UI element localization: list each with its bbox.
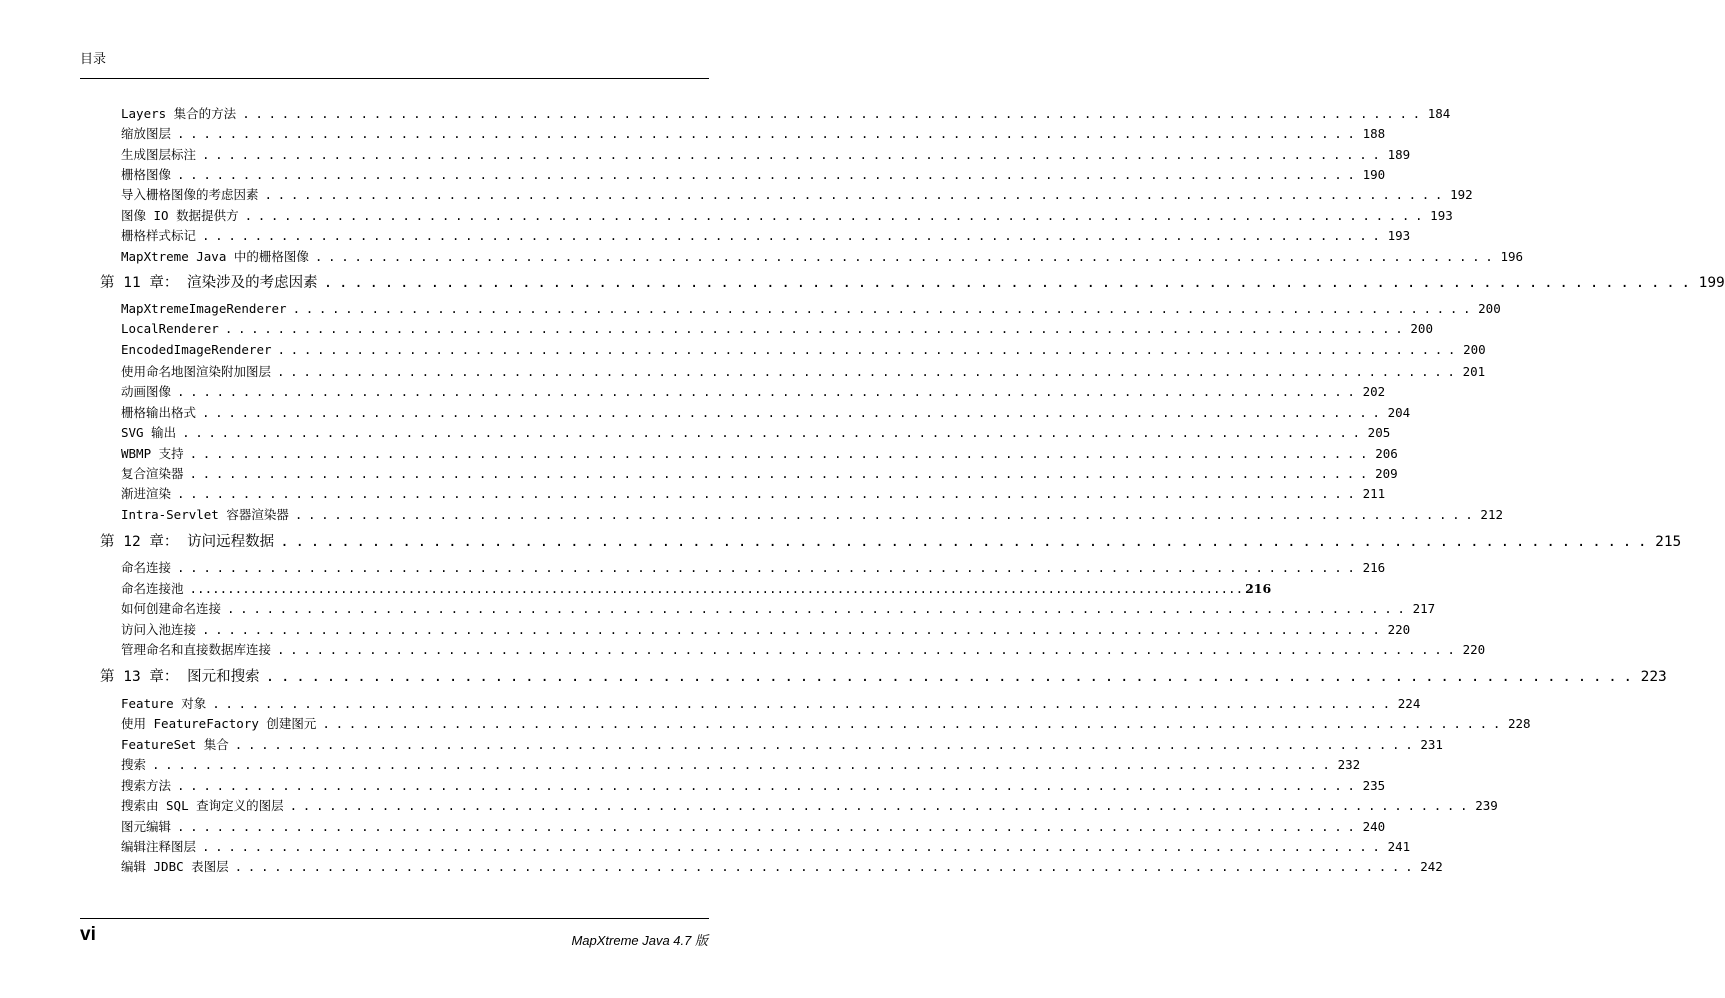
toc-entry[interactable]: [121, 837, 1411, 857]
toc-entry-title: 使用命名地图渲染附加图层: [121, 364, 272, 379]
dot-leader: ..........................................................................................: [277, 364, 1461, 379]
toc-entry-title: 搜索: [121, 757, 147, 772]
toc-entry[interactable]: [121, 640, 1486, 660]
toc-entry-title: 栅格样式标记: [121, 228, 197, 243]
toc-page-number: 212: [1480, 507, 1503, 522]
dot-leader: ..........................................................................................: [152, 757, 1336, 772]
toc-entry-title: 命名连接池: [121, 581, 184, 596]
toc-entry[interactable]: [121, 755, 1361, 775]
dot-leader: ..........................................................................................: [212, 696, 1396, 711]
toc-chapter[interactable]: [100, 271, 1725, 293]
toc-page-number: 201: [1462, 364, 1486, 379]
dot-leader: ..........................................................................................: [202, 147, 1386, 162]
toc-entry-title: Feature 对象: [121, 696, 207, 711]
toc-page-number: 192: [1450, 187, 1473, 202]
dot-leader: ..........................................................................................: [224, 321, 1409, 336]
toc-entry-title: 访问入池连接: [121, 622, 197, 637]
toc-entry[interactable]: [121, 362, 1486, 382]
running-header: 目录: [80, 52, 107, 67]
dot-leader: ..........................................................................................: [280, 534, 1654, 550]
toc-entry[interactable]: [121, 579, 1272, 599]
toc-entry[interactable]: [121, 444, 1398, 464]
toc-page-number: 206: [1375, 446, 1398, 461]
dot-leader: ..........................................................................................: [234, 737, 1419, 752]
dot-leader: ..........................................................................................: [202, 622, 1386, 637]
toc-entry-title: 栅格图像: [121, 167, 172, 182]
toc-page-number: 188: [1362, 126, 1386, 141]
toc-page-number: 202: [1362, 384, 1386, 399]
dot-leader: ..........................................................................................: [322, 716, 1506, 731]
toc-entry[interactable]: [121, 145, 1411, 165]
toc-chapter[interactable]: [100, 530, 1682, 552]
toc-page-number: 224: [1397, 696, 1421, 711]
dot-leader: ..........................................................................................: [314, 249, 1499, 264]
toc-entry[interactable]: [121, 382, 1386, 402]
dot-leader: ..........................................................................................: [177, 486, 1361, 501]
dot-leader: ..........................................................................................: [234, 859, 1419, 874]
toc-entry-title: MapXtremeImageRenderer: [121, 301, 287, 316]
dot-leader: ..........................................................................................: [189, 446, 1374, 461]
dot-leader: ..........................................................................................: [189, 466, 1374, 481]
dot-leader: ..........................................................................................: [277, 642, 1461, 657]
toc-page-number: 217: [1412, 601, 1436, 616]
dot-leader: ..........................................................................................: [177, 126, 1361, 141]
toc-entry-title: Intra-Servlet 容器渲染器: [121, 507, 289, 522]
toc-page-number: 200: [1478, 301, 1501, 316]
toc-entry[interactable]: [121, 104, 1451, 124]
toc-entry-title: 如何创建命名连接: [121, 601, 222, 616]
toc-entry[interactable]: [121, 714, 1531, 734]
toc-entry-title: EncodedImageRenderer: [121, 342, 272, 357]
footer-rule: [80, 918, 709, 919]
dot-leader: ..........................................................................................: [292, 301, 1477, 316]
toc-page-number: 200: [1463, 342, 1486, 357]
toc-page-number: 215: [1655, 534, 1682, 550]
toc-page-number: 240: [1362, 819, 1386, 834]
toc-page-number: 232: [1337, 757, 1361, 772]
toc-page-number: 184: [1427, 106, 1451, 121]
toc-page-number: 211: [1362, 486, 1386, 501]
toc-page-number: 200: [1410, 321, 1433, 336]
toc-page-number: 196: [1500, 249, 1524, 264]
toc-page-number: 235: [1362, 778, 1386, 793]
toc-page-number: 205: [1367, 425, 1391, 440]
dot-leader: ..........................................................................................: [202, 405, 1386, 420]
toc-page-number: 193: [1387, 228, 1411, 243]
dot-leader: ..........................................................................................: [177, 167, 1361, 182]
toc-entry[interactable]: [121, 620, 1411, 640]
dot-leader: ..........................................................................................: [202, 228, 1386, 243]
toc-page-number: 231: [1420, 737, 1443, 752]
toc-entry-title: 图像 IO 数据提供方: [121, 208, 239, 223]
toc-entry-title: 第 13 章： 图元和搜索: [100, 669, 260, 685]
toc-entry-title: 编辑注释图层: [121, 839, 197, 854]
toc-entry-title: 管理命名和直接数据库连接: [121, 642, 272, 657]
toc-chapter[interactable]: [100, 665, 1667, 687]
toc-entry-title: 复合渲染器: [121, 466, 184, 481]
toc-entry-title: LocalRenderer: [121, 321, 219, 336]
toc-entry[interactable]: [121, 599, 1436, 619]
toc-entry-title: FeatureSet 集合: [121, 737, 229, 752]
toc-page-number: 199: [1698, 275, 1725, 291]
toc-entry[interactable]: [121, 464, 1398, 484]
toc-entry-title: 渐进渲染: [121, 486, 172, 501]
toc-entry[interactable]: [121, 342, 1486, 362]
toc-page-number: 193: [1430, 208, 1453, 223]
toc-entry[interactable]: [121, 796, 1498, 816]
toc-page-number: 228: [1507, 716, 1531, 731]
dot-leader: ..........................................................................................: [177, 560, 1361, 575]
toc-entry-title: WBMP 支持: [121, 446, 184, 461]
toc-entry-title: 命名连接: [121, 560, 172, 575]
toc-entry[interactable]: [121, 403, 1411, 423]
toc-entry-title: 编辑 JDBC 表图层: [121, 859, 229, 874]
toc-page-number: 216: [1362, 560, 1386, 575]
toc-entry[interactable]: [121, 226, 1411, 246]
toc-entry-title: 生成图层标注: [121, 147, 197, 162]
toc-entry-title: 第 11 章： 渲染涉及的考虑因素: [100, 275, 318, 291]
dot-leader: ..........................................................................................: [244, 208, 1429, 223]
toc-entry-title: MapXtreme Java 中的栅格图像: [121, 249, 309, 264]
toc-entry[interactable]: [121, 776, 1386, 796]
toc-entry[interactable]: [121, 206, 1453, 226]
toc-entry-title: 导入栅格图像的考虑因素: [121, 187, 259, 202]
toc-entry-title: SVG 输出: [121, 425, 177, 440]
toc-page-number: 242: [1420, 859, 1443, 874]
dot-leader: ..........................................................................................: [264, 187, 1449, 202]
header-rule: [80, 78, 709, 79]
toc-entry-title: 动画图像: [121, 384, 172, 399]
toc-entry[interactable]: [121, 505, 1503, 525]
product-name: MapXtreme Java 4.7 版: [571, 933, 708, 948]
dot-leader: ..........................................................................................: [182, 425, 1366, 440]
toc-page-number: 239: [1475, 798, 1498, 813]
toc-page-number: 189: [1387, 147, 1411, 162]
toc-page-number: 209: [1375, 466, 1398, 481]
toc-entry-title: 第 12 章： 访问远程数据: [100, 534, 275, 550]
toc-entry[interactable]: [121, 817, 1386, 837]
toc-page-number: 216: [1245, 581, 1272, 596]
toc-entry-title: 栅格输出格式: [121, 405, 197, 420]
toc-entry[interactable]: [121, 301, 1501, 321]
toc-page-number: 220: [1387, 622, 1411, 637]
dot-leader: ..........................................................................................: [289, 798, 1474, 813]
dot-leader: ..........................................................................................: [277, 342, 1462, 357]
dot-leader: ..........................................................................................: [323, 275, 1697, 291]
dot-leader: ..........................................................................................: [202, 839, 1386, 854]
dot-leader: ............................................................................................................................................: [189, 581, 1244, 596]
toc-entry[interactable]: [121, 423, 1391, 443]
dot-leader: ..........................................................................................: [294, 507, 1479, 522]
page-number: vi: [80, 924, 96, 945]
toc-entry-title: 搜索方法: [121, 778, 172, 793]
toc-entry[interactable]: [121, 735, 1443, 755]
dot-leader: ..........................................................................................: [177, 384, 1361, 399]
toc-entry-title: Layers 集合的方法: [121, 106, 237, 121]
toc-entry[interactable]: [121, 484, 1386, 504]
dot-leader: ..........................................................................................: [177, 819, 1361, 834]
toc-entry[interactable]: [121, 247, 1524, 267]
toc-page-number: 190: [1362, 167, 1386, 182]
toc-entry-title: 图元编辑: [121, 819, 172, 834]
toc-entry[interactable]: [121, 321, 1433, 341]
dot-leader: ..........................................................................................: [242, 106, 1426, 121]
toc-entry-title: 搜索由 SQL 查询定义的图层: [121, 798, 284, 813]
toc-entry-title: 缩放图层: [121, 126, 172, 141]
toc-page-number: 204: [1387, 405, 1411, 420]
toc-page-number: 241: [1387, 839, 1411, 854]
toc-entry[interactable]: [121, 694, 1421, 714]
dot-leader: ..........................................................................................: [177, 778, 1361, 793]
dot-leader: ..........................................................................................: [265, 669, 1639, 685]
toc-entry[interactable]: [121, 165, 1386, 185]
toc-entry[interactable]: [121, 558, 1386, 578]
toc-entry-title: 使用 FeatureFactory 创建图元: [121, 716, 317, 731]
toc-page-number: 223: [1640, 669, 1667, 685]
toc-entry[interactable]: [121, 185, 1473, 205]
toc-entry[interactable]: [121, 124, 1386, 144]
dot-leader: ..........................................................................................: [227, 601, 1411, 616]
toc-page-number: 220: [1462, 642, 1486, 657]
toc-entry[interactable]: [121, 857, 1443, 877]
